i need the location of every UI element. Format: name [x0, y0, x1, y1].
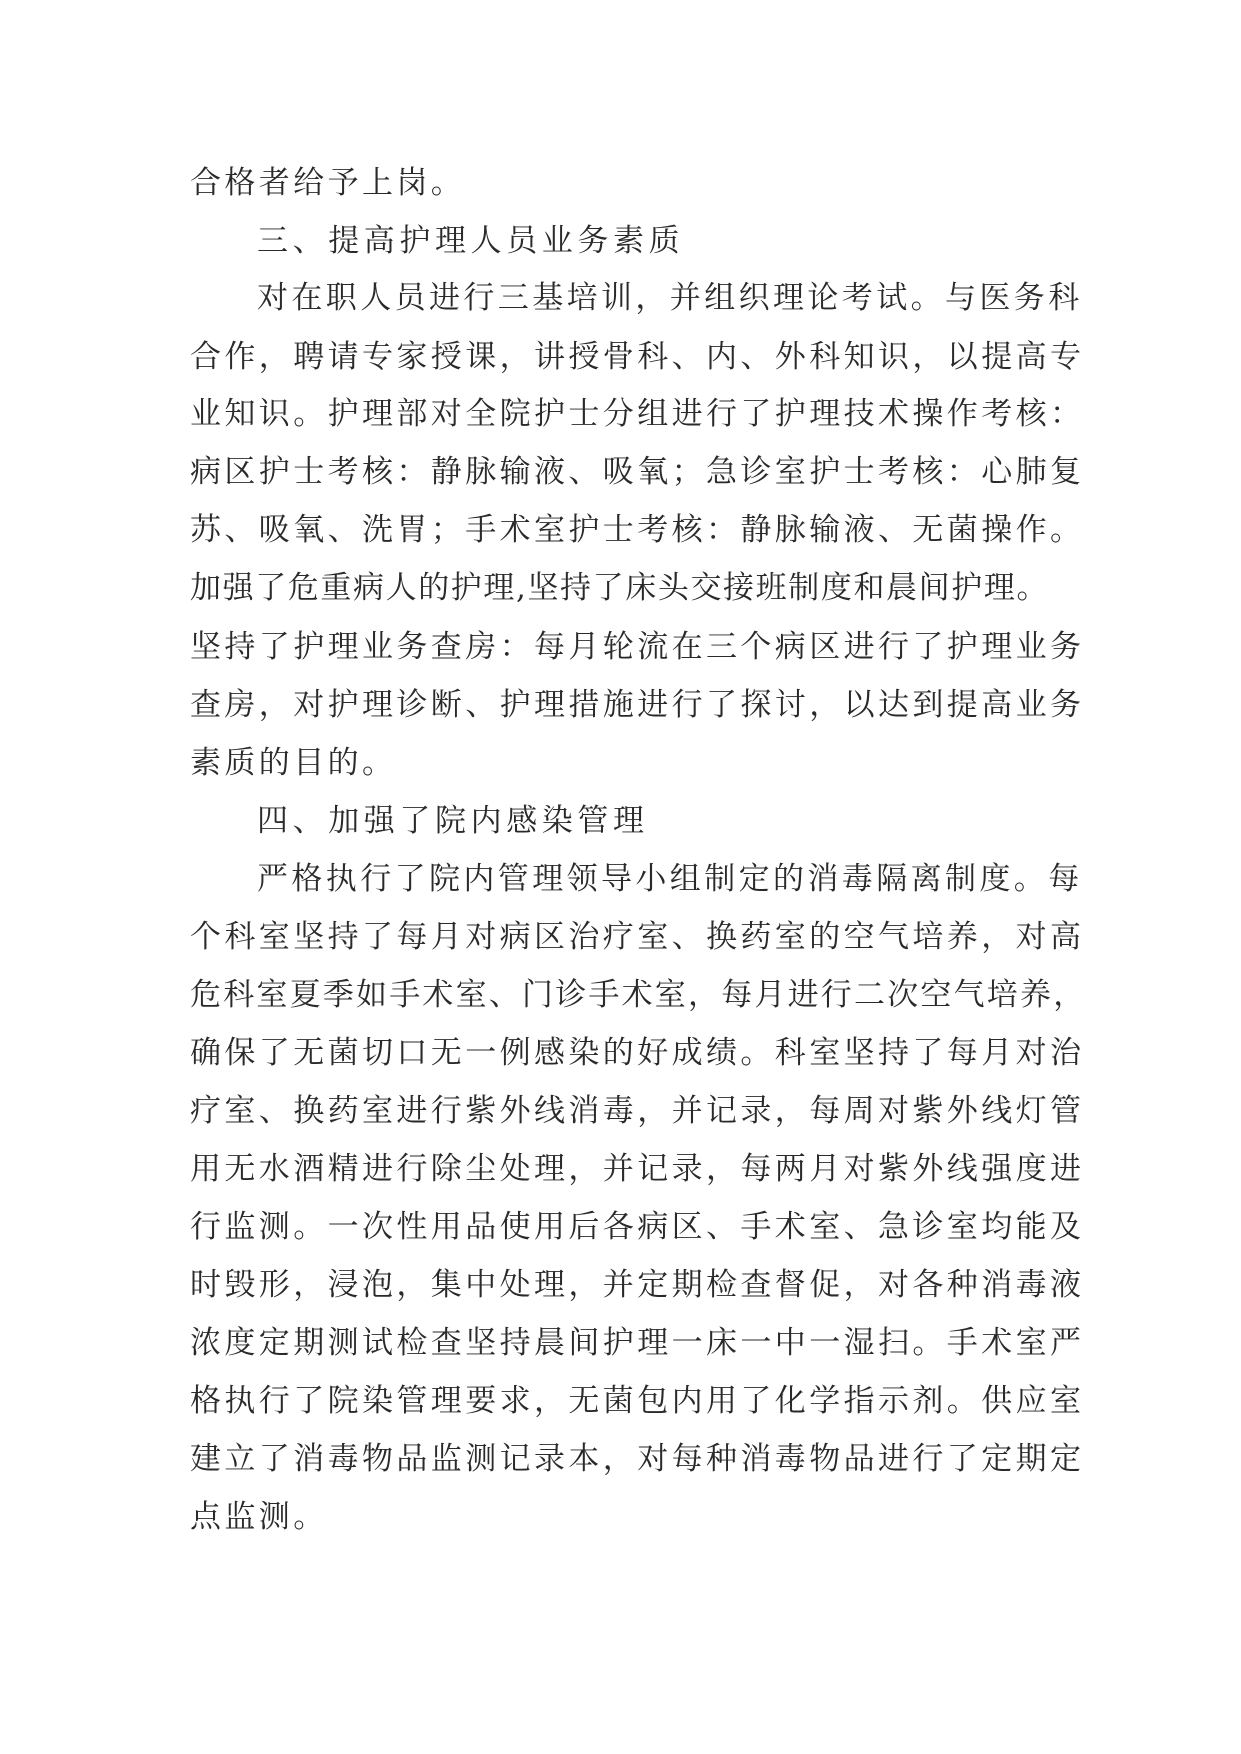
paragraph-line: 用无水酒精进行除尘处理，并记录，每两月对紫外线强度进 [190, 1151, 1085, 1187]
paragraph-line: 素质的目的。 [190, 745, 397, 781]
paragraph-line: 个科室坚持了每月对病区治疗室、换药室的空气培养，对高 [190, 919, 1085, 955]
paragraph-line: 格执行了院染管理要求，无菌包内用了化学指示剂。供应室 [190, 1383, 1085, 1419]
section-heading: 三、提高护理人员业务素质 [257, 223, 685, 259]
paragraph-line: 浓度定期测试检查坚持晨间护理一床一中一湿扫。手术室严 [190, 1325, 1085, 1361]
paragraph-line: 合格者给予上岗。 [190, 165, 466, 201]
paragraph-line: 合作，聘请专家授课，讲授骨科、内、外科知识，以提高专 [190, 339, 1085, 375]
paragraph-line: 建立了消毒物品监测记录本，对每种消毒物品进行了定期定 [190, 1441, 1085, 1477]
paragraph-line: 苏、吸氧、洗胃；手术室护士考核：静脉输液、无菌操作。 [190, 512, 1085, 548]
paragraph-line: 对在职人员进行三基培训，并组织理论考试。与医务科 [257, 280, 1083, 316]
paragraph-line: 疗室、换药室进行紫外线消毒，并记录，每周对紫外线灯管 [190, 1093, 1085, 1129]
paragraph-line: 坚持了护理业务查房：每月轮流在三个病区进行了护理业务 [190, 629, 1085, 665]
paragraph-line: 病区护士考核：静脉输液、吸氧；急诊室护士考核：心肺复 [190, 454, 1085, 490]
paragraph-line: 危科室夏季如手术室、门诊手术室，每月进行二次空气培养， [190, 977, 1087, 1013]
paragraph-line: 确保了无菌切口无一例感染的好成绩。科室坚持了每月对治 [190, 1035, 1085, 1071]
paragraph-line: 加强了危重病人的护理,坚持了床头交接班制度和晨间护理。 [190, 570, 1050, 606]
paragraph-line: 严格执行了院内管理领导小组制定的消毒隔离制度。每 [257, 861, 1083, 897]
paragraph-line: 点监测。 [190, 1499, 328, 1535]
paragraph-line: 时毁形，浸泡，集中处理，并定期检查督促，对各种消毒液 [190, 1267, 1085, 1303]
paragraph-line: 业知识。护理部对全院护士分组进行了护理技术操作考核： [190, 396, 1085, 432]
paragraph-line: 查房，对护理诊断、护理措施进行了探讨，以达到提高业务 [190, 687, 1085, 723]
paragraph-line: 行监测。一次性用品使用后各病区、手术室、急诊室均能及 [190, 1209, 1085, 1245]
section-heading: 四、加强了院内感染管理 [257, 803, 649, 839]
